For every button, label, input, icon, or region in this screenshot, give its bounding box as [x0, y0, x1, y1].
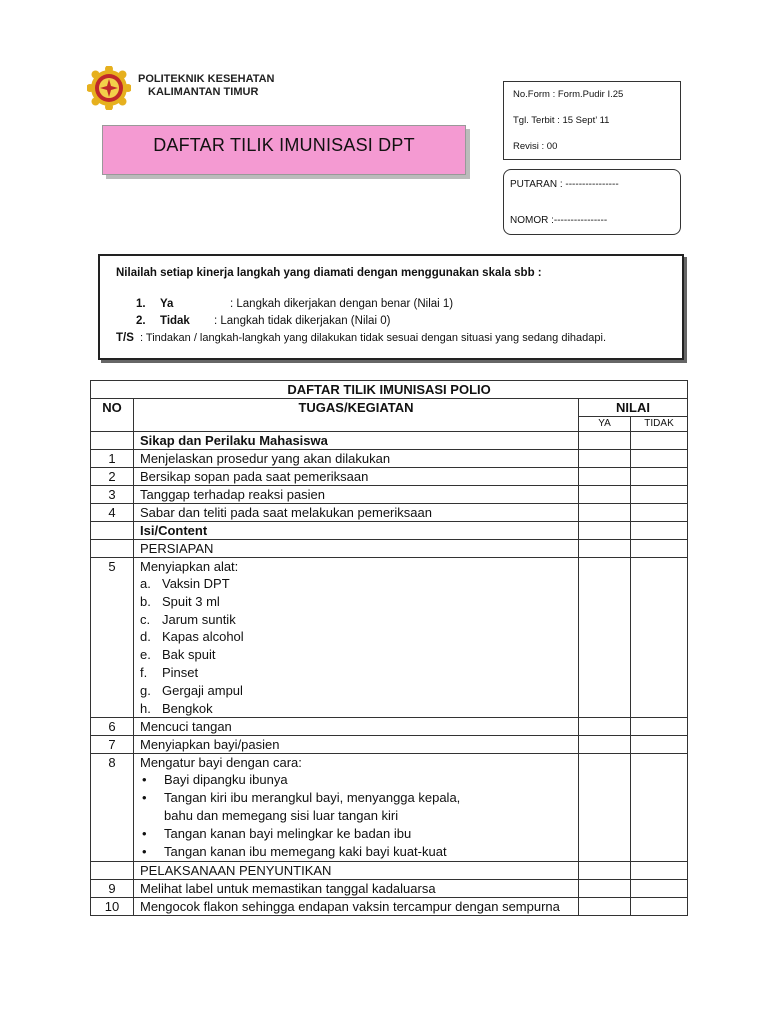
table-row — [91, 754, 688, 862]
list-item: h. Bengkok — [140, 700, 213, 716]
instructions-intro: Nilailah setiap kinerja langkah yang diamati dengan menggunakan skala sbb : — [116, 267, 542, 279]
table-caption: DAFTAR TILIK IMUNISASI POLIO — [91, 381, 688, 399]
section-content: Isi/Content — [134, 522, 579, 540]
section-row — [91, 432, 688, 450]
list-item: • Tangan kanan bayi melingkar ke badan ibu — [134, 825, 578, 843]
row-number: 9 — [91, 880, 134, 898]
table-row — [91, 504, 688, 522]
section-sikap: Sikap dan Perilaku Mahasiswa — [134, 432, 579, 450]
task-text: Mengatur bayi dengan cara: — [140, 755, 302, 771]
institution-line2: KALIMANTAN TIMUR — [148, 86, 259, 98]
list-item: a. Vaksin DPT — [140, 576, 230, 591]
section-row — [91, 862, 688, 880]
table-caption-row — [91, 381, 688, 399]
col-no-header: NO — [91, 399, 134, 432]
col-ya-header: YA — [579, 417, 631, 432]
round-number-box — [503, 169, 681, 235]
task-text: Tanggap terhadap reaksi pasien — [134, 486, 579, 504]
ts-desc: : Tindakan / langkah-langkah yang dilakukan tidak sesuai dengan situasi yang sedang dihadapi. — [140, 332, 606, 344]
checklist-table — [90, 380, 688, 916]
row-number: 10 — [91, 898, 134, 916]
list-item: b. Spuit 3 ml — [140, 593, 220, 609]
list-item: c. Jarum suntik — [140, 611, 236, 627]
section-persiapan: PERSIAPAN — [134, 540, 579, 558]
equipment-list — [134, 575, 578, 717]
document-title: DAFTAR TILIK IMUNISASI DPT — [153, 135, 415, 155]
list-item: d. Kapas alcohol — [140, 629, 244, 645]
col-score-header: NILAI — [579, 399, 688, 417]
list-item: • Tangan kanan ibu memegang kaki bayi kuat-kuat — [134, 843, 578, 861]
row-number: 5 — [91, 558, 134, 718]
table-row — [91, 880, 688, 898]
table-row — [91, 486, 688, 504]
row-number: 7 — [91, 736, 134, 754]
table-row — [91, 558, 688, 718]
score-ya-cell[interactable] — [579, 754, 631, 862]
table-header-row — [91, 399, 688, 417]
score-ya-cell[interactable] — [579, 540, 631, 558]
ts-key: T/S — [116, 332, 134, 344]
score-ya-cell[interactable] — [579, 862, 631, 880]
institution-line1: POLITEKNIK KESEHATAN — [138, 73, 275, 85]
score-tidak-cell[interactable] — [631, 432, 688, 450]
score-tidak-cell[interactable] — [631, 468, 688, 486]
list-item: • Tangan kiri ibu merangkul bayi, menyangga kepala, bahu dan memegang sisi luar tangan kiri — [134, 789, 578, 825]
row-number: 2 — [91, 468, 134, 486]
table-row — [91, 468, 688, 486]
scale-1-number: 1. — [136, 298, 146, 310]
score-tidak-cell[interactable] — [631, 522, 688, 540]
score-tidak-cell[interactable] — [631, 558, 688, 718]
row-number: 4 — [91, 504, 134, 522]
score-ya-cell[interactable] — [579, 880, 631, 898]
list-item: • Bayi dipangku ibunya — [134, 771, 578, 789]
score-tidak-cell[interactable] — [631, 486, 688, 504]
task-text: Mengocok flakon sehingga endapan vaksin tercampur dengan sempurna — [134, 898, 579, 916]
table-row — [91, 736, 688, 754]
col-task-header: TUGAS/KEGIATAN — [134, 399, 579, 432]
table-row — [91, 450, 688, 468]
institution-logo — [87, 66, 131, 110]
scale-2-key: Tidak — [160, 315, 190, 327]
score-tidak-cell[interactable] — [631, 540, 688, 558]
table-row — [91, 898, 688, 916]
section-pelaksanaan: PELAKSANAAN PENYUNTIKAN — [134, 862, 579, 880]
score-ya-cell[interactable] — [579, 504, 631, 522]
scale-2-desc: : Langkah tidak dikerjakan (Nilai 0) — [214, 315, 391, 327]
scale-1-key: Ya — [160, 298, 174, 310]
task-text: Menjelaskan prosedur yang akan dilakukan — [134, 450, 579, 468]
score-ya-cell[interactable] — [579, 736, 631, 754]
row-number: 8 — [91, 754, 134, 862]
document-title-box — [102, 125, 466, 175]
list-item: e. Bak spuit — [140, 647, 216, 663]
scoring-instructions — [98, 254, 684, 360]
score-ya-cell[interactable] — [579, 718, 631, 736]
score-tidak-cell[interactable] — [631, 862, 688, 880]
score-tidak-cell[interactable] — [631, 736, 688, 754]
task-text: Melihat label untuk memastikan tanggal kadaluarsa — [134, 880, 579, 898]
task-text: Bersikap sopan pada saat pemeriksaan — [134, 468, 579, 486]
score-ya-cell[interactable] — [579, 450, 631, 468]
scale-2-number: 2. — [136, 315, 146, 327]
task-text: Menyiapkan bayi/pasien — [134, 736, 579, 754]
task-text: Sabar dan teliti pada saat melakukan pemeriksaan — [134, 504, 579, 522]
score-tidak-cell[interactable] — [631, 754, 688, 862]
revision: Revisi : 00 — [513, 141, 558, 152]
list-item: g. Gergaji ampul — [140, 682, 243, 698]
row-number: 1 — [91, 450, 134, 468]
score-ya-cell[interactable] — [579, 558, 631, 718]
putaran-field: PUTARAN : ---------------- — [510, 179, 619, 190]
score-ya-cell[interactable] — [579, 432, 631, 450]
form-info-box — [503, 81, 681, 160]
section-row — [91, 540, 688, 558]
col-tidak-header: TIDAK — [631, 417, 688, 432]
nomor-field: NOMOR :---------------- — [510, 215, 608, 226]
score-tidak-cell[interactable] — [631, 898, 688, 916]
institution-name — [138, 73, 275, 99]
row-number: 3 — [91, 486, 134, 504]
table-row — [91, 718, 688, 736]
scale-1-desc: : Langkah dikerjakan dengan benar (Nilai 1) — [230, 298, 454, 310]
issue-date: Tgl. Terbit : 15 Sept’ 11 — [513, 115, 610, 126]
score-ya-cell[interactable] — [579, 486, 631, 504]
list-item: f. Pinset — [140, 664, 199, 680]
task-text: Menyiapkan alat: — [140, 559, 239, 574]
score-ya-cell[interactable] — [579, 468, 631, 486]
score-tidak-cell[interactable] — [631, 880, 688, 898]
positioning-list — [134, 771, 578, 861]
task-text: Mencuci tangan — [134, 718, 579, 736]
score-tidak-cell[interactable] — [631, 718, 688, 736]
score-ya-cell[interactable] — [579, 522, 631, 540]
row-number: 6 — [91, 718, 134, 736]
score-tidak-cell[interactable] — [631, 504, 688, 522]
score-tidak-cell[interactable] — [631, 450, 688, 468]
score-ya-cell[interactable] — [579, 898, 631, 916]
form-number: No.Form : Form.Pudir I.25 — [513, 89, 624, 100]
section-row — [91, 522, 688, 540]
